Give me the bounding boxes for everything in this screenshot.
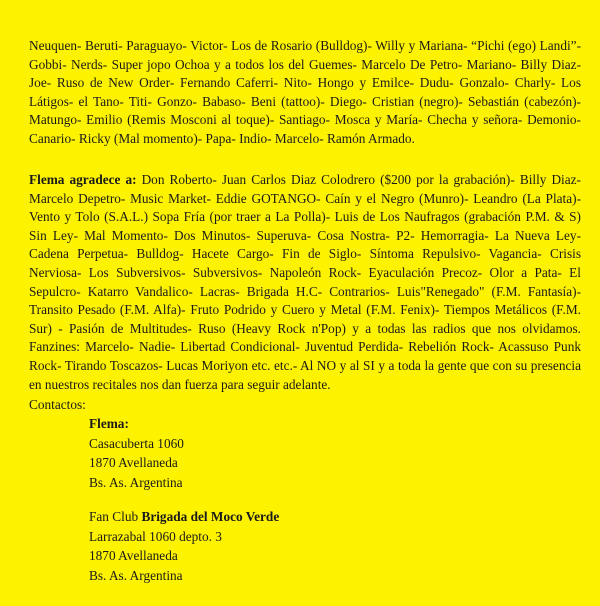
- flema-thanks-paragraph: [29, 171, 581, 394]
- flema-contact-address: Casacuberta 1060: [89, 435, 184, 451]
- fan-club-contact-block: [89, 507, 279, 585]
- fan-club-address: Larrazabal 1060 depto. 3: [89, 528, 222, 544]
- fan-club-region: Bs. As. Argentina: [89, 567, 183, 583]
- fan-club-name: Brigada del Moco Verde: [141, 509, 280, 524]
- thanks-paragraph: [29, 37, 581, 149]
- flema-contact-name: Flema:: [89, 416, 129, 431]
- fan-club-city: 1870 Avellaneda: [89, 548, 178, 564]
- flema-contact-block: [89, 414, 184, 492]
- fan-club-heading: [89, 507, 279, 527]
- fan-club-prefix: Fan Club: [89, 509, 142, 524]
- flema-contact-city: 1870 Avellaneda: [89, 455, 178, 471]
- flema-thanks-text: Don Roberto- Juan Carlos Diaz Colodrero ($200 por la grabación)- Billy Diaz- Marcelo Depetro- Music Market- Eddie GOTANGO- Caín y el Negro (Munro)- Leandro (La Plata)- Vento y Tolo (S.A.L.) Sopa Fría (por traer a La Polla)- Luis de Los Naufragos (grabación P.M. & S) Sin Ley- Mal Momento- Dos Minutos- Superuva- Cosa Nostra- P2- Hemorragia- La Nueva Ley- Cadena Perpetua- Bulldog- Hacete Cargo- Fin de Siglo- Síntoma Repulsivo- Vagancia- Crisis Nerviosa- Los Subversivos- Subversivos- Napoleón Rock- Eyaculación Precoz- Olor a Pata- El Sepulcro- Katarro Vandalico- Lacras- Brigada H.C- Contrarios- Luis"Renegado" (F.M. Fantasía)- Transito Pesado (F.M. Alfa)- Fruto Podrido y Cuero y Metal (F.M. Fenix)- Tiempos Metálicos (F.M. Sur) - Pasión de Multitudes- Ruso (Heavy Rock n'Pop) y a todas las radios que nos olvidamos. Fanzines: Marcelo- Nadie- Libertad Condicional- Juventud Perdida- Rebelión Rock- Acassuso Punk Rock- Tirando Toscazos- Lucas Moriyon etc. etc.- Al NO y al SI y a toda la gente que con su presencia en nuestros recitales nos dan fuerza para seguir adelante.: [29, 172, 581, 392]
- flema-thanks-heading: Flema agradece a:: [29, 172, 137, 187]
- contacts-label: Contactos:: [29, 397, 86, 412]
- thanks-text: Neuquen- Beruti- Paraguayo- Victor- Los de Rosario (Bulldog)- Willy y Mariana- “Pichi (ego) Landi”- Gobbi- Nerds- Super jopo Ochoa y a todos los del Guemes- Marcelo De Petro- Mariano- Billy Diaz- Joe- Ruso de New Order- Fernando Caferri- Nito- Hongo y Emilce- Dudu- Gonzalo- Charly- Los Látigos- el Tano- Titi- Gonzo- Babaso- Beni (tattoo)- Diego- Cristian (negro)- Sebastián (cabezón)- Matungo- Emilio (Remis Mosconi al toque)- Santiago- Mosca y María- Checha y señora- Demonio- Canario- Ricky (Mal momento)- Papa- Indio- Marcelo- Ramón Armado.: [29, 38, 581, 146]
- flema-contact-region: Bs. As. Argentina: [89, 474, 183, 490]
